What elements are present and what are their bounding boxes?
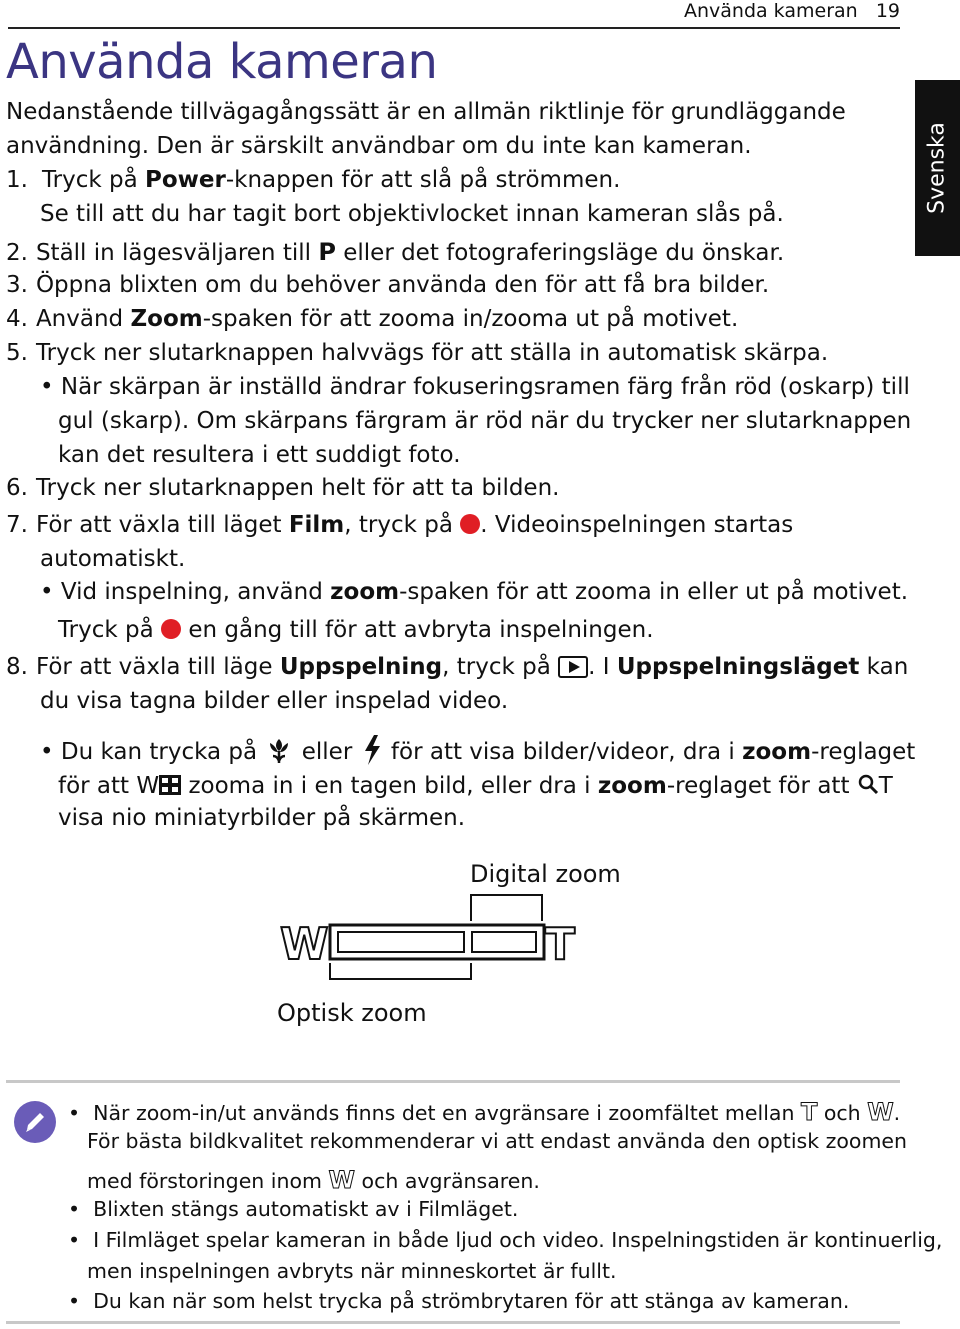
step-text: • Du kan trycka på: [40, 739, 265, 765]
flash-icon: [360, 734, 384, 766]
step-text: För att växla till läget: [35, 512, 289, 538]
t-letter: T: [878, 773, 893, 799]
step-5: [6, 342, 828, 365]
note-4: • Du kan när som helst trycka på strömbrytaren för att stänga av kameran.: [68, 1289, 850, 1313]
w-outline-icon: W: [867, 1098, 894, 1126]
step-number: 7.: [6, 512, 28, 538]
running-title: Använda kameran: [683, 0, 858, 22]
step-1: [6, 169, 620, 192]
step-text: Tryck ner slutarknappen helt för att ta bilden.: [35, 475, 560, 501]
step-text: . I: [588, 654, 617, 680]
zoom-term: zoom: [742, 739, 812, 765]
step-8-bullet-line-2: [58, 773, 893, 798]
w-end-label: W: [280, 919, 329, 970]
digital-zoom-segment: [472, 932, 536, 952]
note-text: Blixten stängs automatiskt av i Filmläget.: [93, 1197, 519, 1221]
language-tab-label: Svenska: [924, 122, 950, 214]
step-number: 4.: [6, 306, 28, 332]
step-5-bullet-line-2: gul (skarp). Om skärpans färgram är röd när du trycker ner slutarknappen: [58, 408, 912, 434]
step-text: Tryck på: [41, 167, 145, 193]
step-text: kan: [859, 654, 909, 680]
note-2: • Blixten stängs automatiskt av i Filmläget.: [68, 1197, 519, 1221]
step-5-bullet-line-1: • När skärpan är inställd ändrar fokuseringsramen färg från röd (oskarp) till: [40, 374, 910, 400]
intro-line-2: användning. Den är särskilt användbar om du inte kan kameran.: [6, 133, 752, 159]
step-number: 2.: [6, 240, 28, 266]
step-text: -knappen för att slå på strömmen.: [225, 167, 621, 193]
step-text: För att växla till läge: [35, 654, 280, 680]
note-1-line-3: [87, 1168, 540, 1192]
step-text: -reglaget för att: [666, 773, 857, 799]
zoom-bar-diagram: [0, 855, 960, 1035]
running-header: [640, 0, 900, 22]
step-1-line-2: Se till att du har tagit bort objektivlocket innan kameran slås på.: [40, 201, 784, 227]
note-text: I Filmläget spelar kameran in både ljud och video. Inspelningstiden är kontinuerlig,: [93, 1228, 943, 1252]
note-text: med förstoringen inom: [87, 1169, 329, 1193]
note-text: och avgränsaren.: [355, 1169, 540, 1193]
step-number: 5.: [6, 340, 28, 366]
step-text: , tryck på: [442, 654, 559, 680]
t-outline-icon: T: [800, 1098, 818, 1126]
step-number: 1.: [6, 167, 28, 193]
power-term: Power: [144, 167, 226, 193]
note-text: och: [817, 1101, 868, 1125]
page-number: 19: [875, 0, 900, 22]
zoom-term: Zoom: [130, 306, 203, 332]
step-text: eller: [294, 739, 360, 765]
step-7: [6, 514, 793, 537]
step-5-bullet-line-3: kan det resultera i ett suddigt foto.: [58, 442, 461, 468]
record-button-icon: [460, 514, 480, 534]
step-text: Tryck ner slutarknappen halvvägs för att ställa in automatisk skärpa.: [35, 340, 829, 366]
step-text: Använd: [35, 306, 131, 332]
step-8-bullet-line-1: [40, 734, 915, 766]
step-8-line-2: du visa tagna bilder eller inspelad video.: [40, 688, 509, 714]
page-title: Använda kameran: [6, 34, 438, 90]
step-text: , tryck på: [344, 512, 461, 538]
playback-term: Uppspelning: [279, 654, 443, 680]
w-outline-icon: W: [328, 1166, 356, 1194]
step-text: Ställ in lägesväljaren till: [35, 240, 319, 266]
playback-mode-term: Uppspelningsläget: [616, 654, 860, 680]
step-text: -spaken för att zooma in/zooma ut på motivet.: [202, 306, 739, 332]
thumbnail-grid-icon: [159, 775, 181, 795]
macro-flower-icon: [264, 735, 294, 765]
step-text: för att: [58, 773, 137, 799]
note-3-line-2: men inspelningen avbryts när minneskortet är fullt.: [87, 1259, 617, 1283]
step-number: 6.: [6, 475, 28, 501]
step-text: • Vid inspelning, använd: [40, 579, 331, 605]
intro-line-1: Nedanstående tillvägagångssätt är en allmän riktlinje för grundläggande: [6, 99, 846, 125]
step-text: -reglaget: [811, 739, 916, 765]
step-text: Tryck på: [58, 617, 162, 643]
step-text: Öppna blixten om du behöver använda den för att få bra bilder.: [35, 272, 770, 298]
zoom-term: zoom: [597, 773, 667, 799]
step-text: zooma in i en tagen bild, eller dra i: [181, 773, 598, 799]
step-text: en gång till för att avbryta inspelningen.: [181, 617, 654, 643]
w-letter: W: [136, 773, 160, 799]
zoom-term: zoom: [330, 579, 400, 605]
film-term: Film: [288, 512, 345, 538]
step-text: -spaken för att zooma in eller ut på motivet.: [399, 579, 909, 605]
note-bottom-rule: [6, 1321, 900, 1324]
step-7-bullet-line-2: [58, 619, 654, 642]
playback-button-icon: [558, 656, 588, 678]
program-mode-icon: P: [318, 238, 336, 266]
magnifier-icon: [857, 773, 879, 795]
step-8-bullet-line-3: visa nio miniatyrbilder på skärmen.: [58, 805, 466, 831]
pencil-note-icon: [14, 1101, 56, 1143]
step-3: [6, 274, 769, 297]
language-tab: [915, 80, 960, 256]
note-1: • När zoom-in/ut används finns det en avgränsare i zoomfältet mellan T och W.: [68, 1098, 901, 1126]
note-text: När zoom-in/ut används finns det en avgränsare i zoomfältet mellan: [93, 1101, 801, 1125]
note-text: Du kan när som helst trycka på strömbrytaren för att stänga av kameran.: [93, 1289, 850, 1313]
digital-zoom-bracket: [471, 895, 542, 921]
step-number: 3.: [6, 272, 28, 298]
t-end-label: T: [545, 919, 576, 970]
step-text: för att visa bilder/videor, dra i: [383, 739, 743, 765]
optical-zoom-segment: [338, 932, 464, 952]
step-text: eller det fotograferingsläge du önskar.: [335, 240, 785, 266]
header-rule: [8, 27, 900, 29]
step-text: . Videoinspelningen startas: [480, 512, 794, 538]
note-top-rule: [6, 1080, 900, 1083]
optical-zoom-label: Optisk zoom: [277, 999, 427, 1027]
step-7-line-2: automatiskt.: [40, 546, 186, 572]
step-8: [6, 656, 908, 679]
step-2: [6, 240, 784, 265]
step-7-bullet-line-1: [40, 581, 908, 604]
note-1-line-2: För bästa bildkvalitet rekommenderar vi att endast använda den optisk zoomen: [87, 1129, 908, 1153]
step-number: 8.: [6, 654, 28, 680]
step-6: [6, 477, 559, 500]
digital-zoom-label: Digital zoom: [470, 860, 621, 888]
record-button-icon: [161, 619, 181, 639]
note-3: • I Filmläget spelar kameran in både ljud och video. Inspelningstiden är kontinuerlig,: [68, 1228, 943, 1252]
optical-zoom-bracket: [330, 963, 471, 979]
step-4: [6, 308, 738, 331]
note-text: .: [893, 1101, 901, 1125]
